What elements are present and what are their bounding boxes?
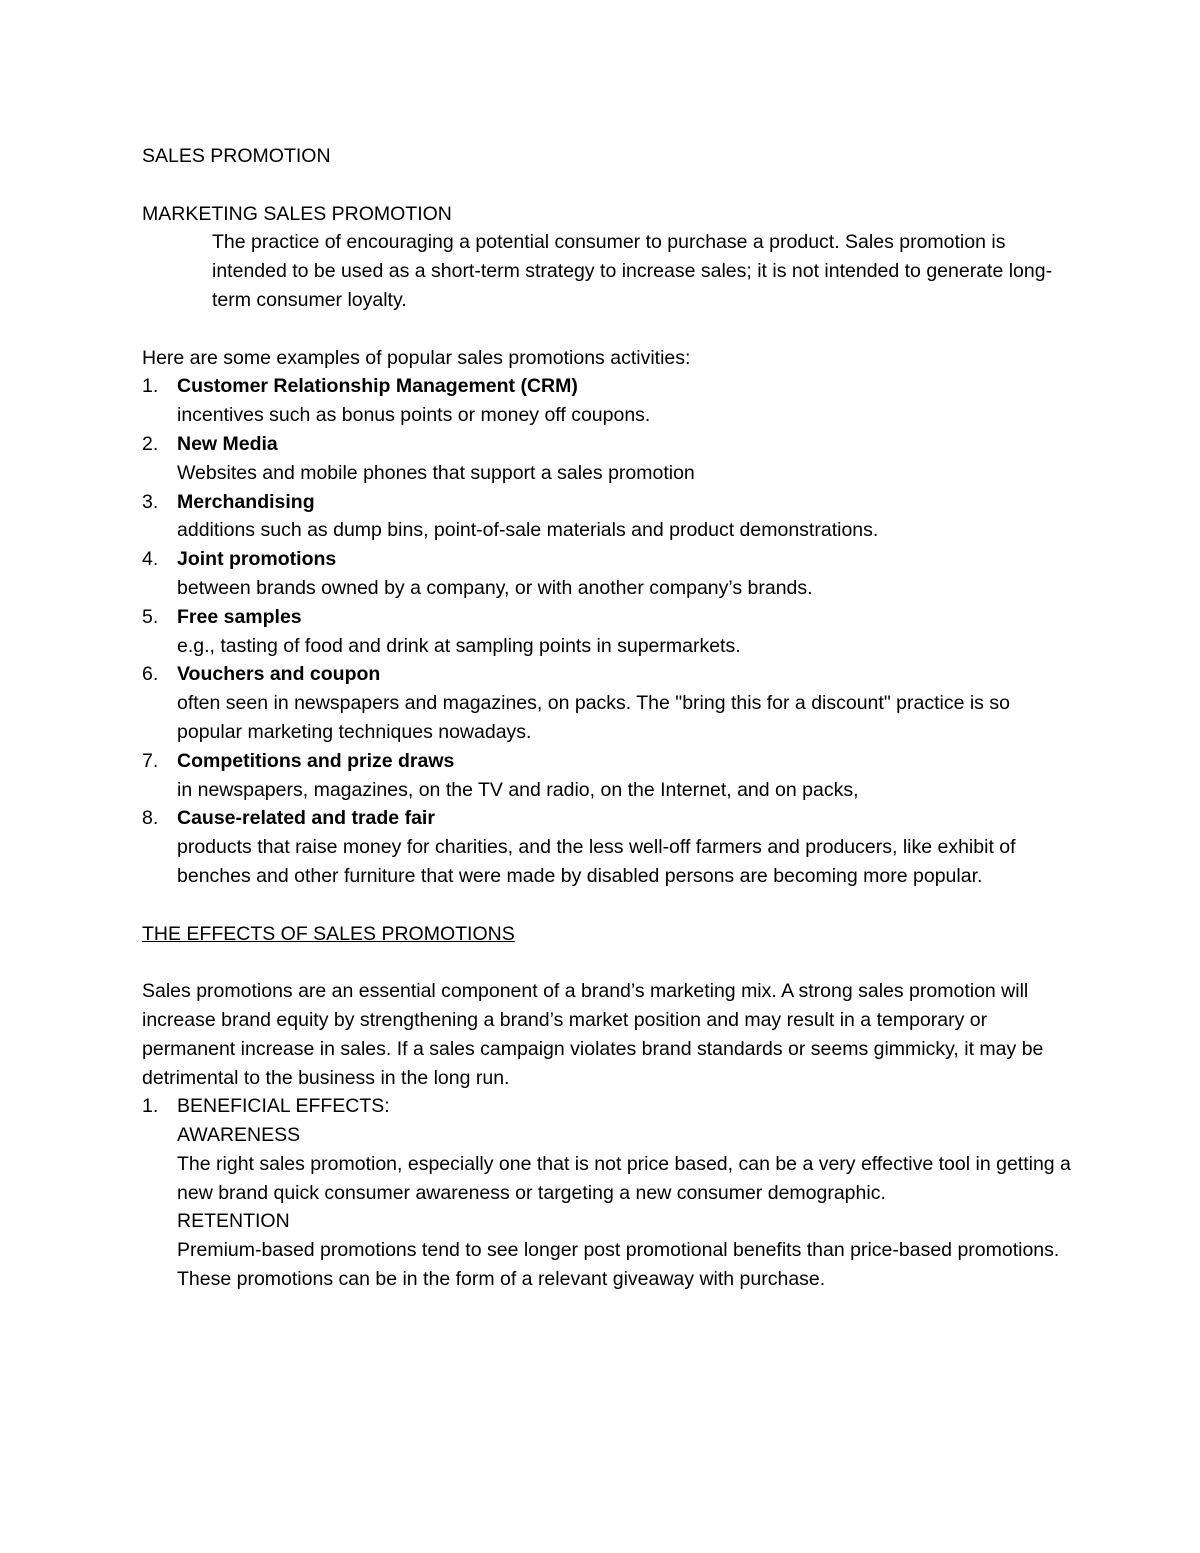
list-number: 4.: [142, 548, 159, 571]
list-number: 5.: [142, 605, 159, 628]
list-item-description: Websites and mobile phones that support a sales promotion: [177, 461, 695, 484]
list-item-description: additions such as dump bins, point-of-sale materials and product demonstrations.: [177, 519, 879, 542]
list-item: [142, 372, 1072, 430]
list-item-title: Free samples: [177, 605, 302, 628]
spacer: [142, 171, 1072, 200]
list-item: [142, 603, 1072, 661]
list-item-title: Vouchers and coupon: [177, 663, 381, 686]
spacer: [142, 315, 1072, 344]
list-number: 8.: [142, 807, 159, 830]
spacer: [142, 948, 1072, 977]
list-number: 6.: [142, 663, 159, 686]
effects-heading: BENEFICIAL EFFECTS:: [177, 1095, 390, 1118]
list-item-title: Customer Relationship Management (CRM): [177, 375, 578, 398]
list-item-description: in newspapers, magazines, on the TV and radio, on the Internet, and on packs,: [177, 778, 859, 801]
retention-heading: RETENTION: [177, 1210, 290, 1233]
definition-paragraph: The practice of encouraging a potential consumer to purchase a product. Sales promotion is intended to be used as a short-term strategy to increase sales; it is not intended to generate long-term consumer loyalty.: [212, 231, 1053, 311]
retention-text: Premium-based promotions tend to see longer post promotional benefits than price-based promotions. These promotions can be in the form of a relevant giveaway with purchase.: [177, 1239, 1060, 1291]
list-number: 7.: [142, 749, 159, 772]
list-number: 2.: [142, 432, 159, 455]
list-item-description: products that raise money for charities, and the less well-off farmers and producers, like exhibit of benches and other furniture that were made by disabled persons are becoming more popular.: [177, 836, 1016, 887]
list-item-description: incentives such as bonus points or money off coupons.: [177, 404, 651, 427]
list-number: 3.: [142, 490, 159, 513]
list-item-description: e.g., tasting of food and drink at sampling points in supermarkets.: [177, 634, 741, 657]
effects-paragraph: Sales promotions are an essential component of a brand’s marketing mix. A strong sales promotion will increase brand equity by strengthening a brand’s market position and may result in a temporary or permanent increase in sales. If a sales campaign violates brand standards or seems gimmicky, it may be detrimental to the business in the long run.: [142, 980, 1044, 1089]
examples-list: [142, 372, 1072, 890]
examples-intro: Here are some examples of popular sales promotions activities:: [142, 346, 691, 369]
list-item-title: Cause-related and trade fair: [177, 807, 435, 830]
section-heading-marketing: MARKETING SALES PROMOTION: [142, 202, 452, 225]
list-item: [142, 804, 1072, 890]
awareness-text: The right sales promotion, especially one that is not price based, can be a very effective tool in getting a new brand quick consumer awareness or targeting a new consumer demographic.: [177, 1152, 1071, 1204]
list-item: [142, 488, 1072, 546]
list-item-title: Merchandising: [177, 490, 315, 513]
awareness-heading: AWARENESS: [177, 1124, 301, 1147]
list-item-title: Joint promotions: [177, 548, 337, 571]
list-item-title: New Media: [177, 432, 278, 455]
list-number: 1.: [142, 375, 159, 398]
list-item: [142, 660, 1072, 746]
section-heading-effects: THE EFFECTS OF SALES PROMOTIONS: [142, 922, 515, 945]
list-item: [142, 747, 1072, 805]
effects-list-item: [142, 1092, 1072, 1294]
document-title: SALES PROMOTION: [142, 145, 331, 167]
list-item-title: Competitions and prize draws: [177, 749, 455, 772]
document-page: [142, 142, 1072, 1294]
spacer: [142, 891, 1072, 920]
list-item: [142, 430, 1072, 488]
list-number: 1.: [142, 1095, 159, 1118]
list-item-description: often seen in newspapers and magazines, on packs. The "bring this for a discount" practice is so popular marketing techniques nowadays.: [177, 692, 1010, 743]
list-item-description: between brands owned by a company, or with another company’s brands.: [177, 576, 813, 599]
list-item: [142, 545, 1072, 603]
